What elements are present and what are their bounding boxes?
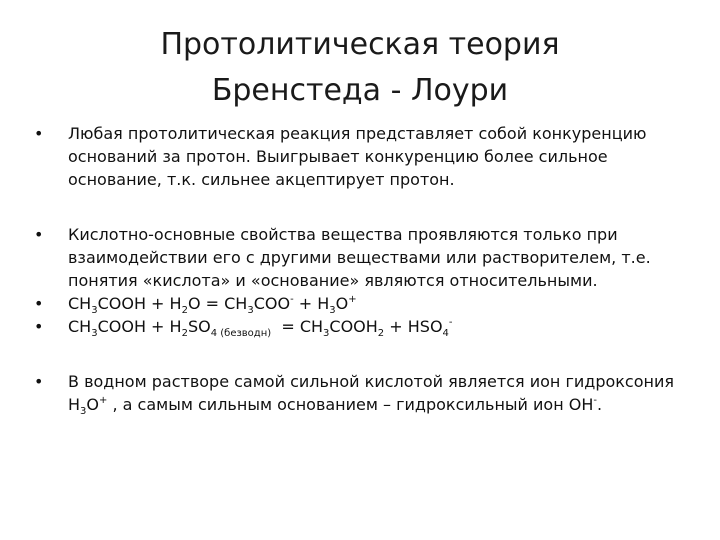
bullet-text: Любая протолитическая реакция представляет собой конкуренцию оснований за протон. Выигрывает конкуренцию более сильное основание, т.к. сильнее акцептирует протон. — [68, 124, 647, 189]
bullet-text: Кислотно-основные свойства вещества проявляются только при взаимодействии его с другими веществами или растворителем, т.е. понятия «кислота» и «основание» являются относительными. — [68, 225, 651, 290]
slide-title — [0, 22, 720, 114]
bullet-marker: • — [34, 124, 44, 143]
bullet-marker: • — [34, 317, 44, 336]
bullet-list — [34, 122, 694, 416]
bullet-item-equation-sulfuric — [34, 315, 694, 338]
bullet-text: В водном растворе самой сильной кислотой является ион гидроксония $H_3O^+$ , а самым сильным основанием – гидроксильный ион OH-. — [68, 372, 685, 417]
bullet-item-acid-base-properties — [34, 223, 694, 292]
equation-acetic-sulfuric: $CH_3COOH + H_2SO_{4 (безводн)}$ = $CH_3COOH_2 + HSO_4^-$ — [68, 317, 453, 339]
title-line-1: Протолитическая теория — [160, 27, 560, 62]
bullet-marker: • — [34, 294, 44, 313]
bullet-marker: • — [34, 372, 44, 391]
bullet-item-protolytic-reaction — [34, 122, 694, 191]
bullet-marker: • — [34, 225, 44, 244]
bullet-item-hydronium — [34, 370, 694, 416]
title-line-2: Бренстеда - Лоури — [211, 73, 509, 108]
equation-acetic-water: $CH_3COOH + H_2O = CH_3COO^- + H_3O^+$ — [68, 294, 357, 316]
bullet-item-equation-water — [34, 292, 694, 315]
